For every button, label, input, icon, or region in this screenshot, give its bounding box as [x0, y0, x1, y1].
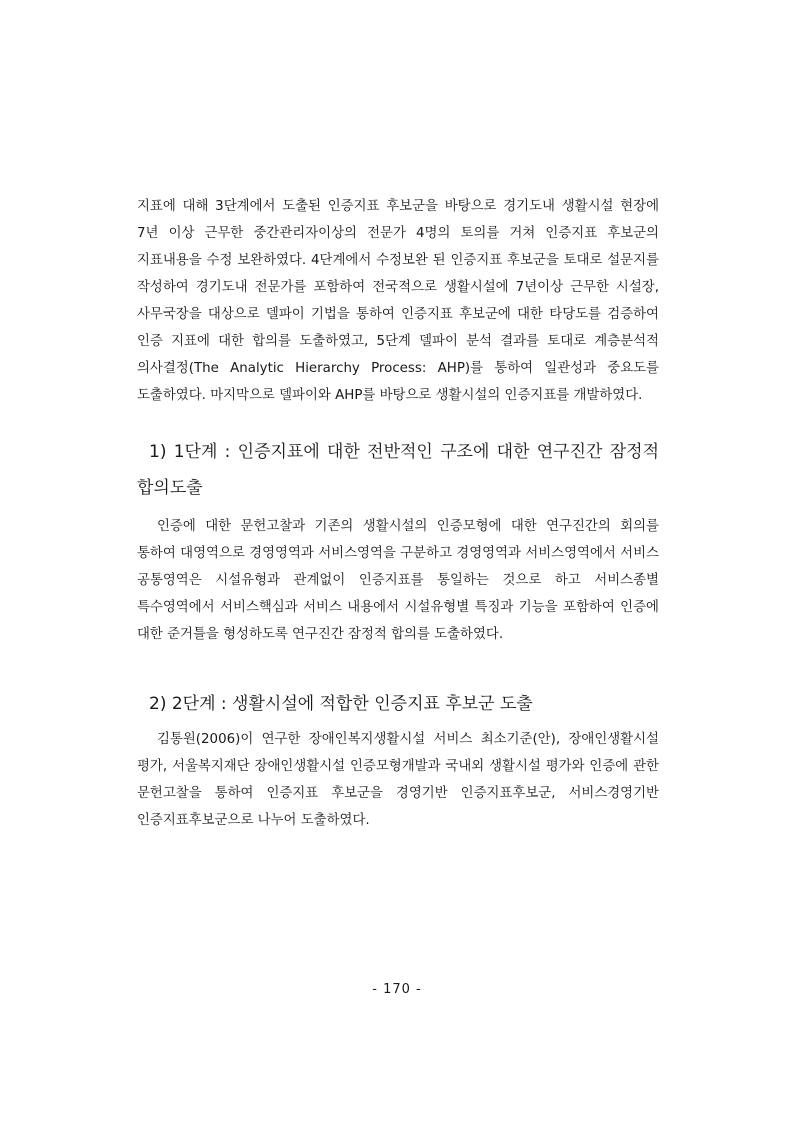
body-paragraph-1: 지표에 대해 3단계에서 도출된 인증지표 후보군을 바탕으로 경기도내 생활시설 현장에 7년 이상 근무한 중간관리자이상의 전문가 4명의 토의를 거쳐 인증지표 후보군의 지표내용을 수정 보완하였다. 4단계에서 수정보완 된 인증지표 후보군을 토대로 설문지를 작성하여 경기도내 전문가를 포함하여 전국적으로 생활시설에 7년이상 근무한 시설장, 사무국장을 대상으로 델파이 기법을 통하여 인증지표 후보군에 대한 타당도를 검증하여 인증 지표에 대한 합의를 도출하였고, 5단계 델파이 분석 결과를 토대로 계층분석적 의사결정(The Analytic Hierarchy Process: AHP)를 통하여 일관성과 중요도를 도출하였다. 마지막으로 델파이와 AHP를 바탕으로 생활시설의 인증지표를 개발하였다. — [137, 199, 659, 403]
body-paragraph-3: 김통원(2006)이 연구한 장애인복지생활시설 서비스 최소기준(안), 장애인생활시설 평가, 서울복지재단 장애인생활시설 인증모형개발과 국내외 생활시설 평가와 인증에 관한 문헌고찰을 통하여 인증지표 후보군을 경영기반 인증지표후보군, 서비스경영기반 인증지표후보군으로 나누어 도출하였다. — [137, 732, 659, 828]
section-heading-step-1: 1) 1단계 : 인증지표에 대한 전반적인 구조에 대한 연구진간 잠정적 합의도출 — [137, 442, 659, 498]
section-heading-step-2: 2) 2단계 : 생활시설에 적합한 인증지표 후보군 도출 — [149, 694, 533, 714]
body-paragraph-2: 인증에 대한 문헌고찰과 기존의 생활시설의 인증모형에 대한 연구진간의 회의를 통하여 대영역으로 경영영역과 서비스영역을 구분하고 경영영역과 서비스영역에서 서비스 공통영역은 시설유형과 관계없이 인증지표를 통일하는 것으로 하고 서비스종별 특수영역에서 서비스핵심과 서비스 내용에서 시설유형별 특징과 기능을 포함하여 인증에 대한 준거틀을 형성하도록 연구진간 잠정적 합의를 도출하였다. — [137, 519, 659, 642]
page-number: - 170 - — [372, 982, 422, 997]
